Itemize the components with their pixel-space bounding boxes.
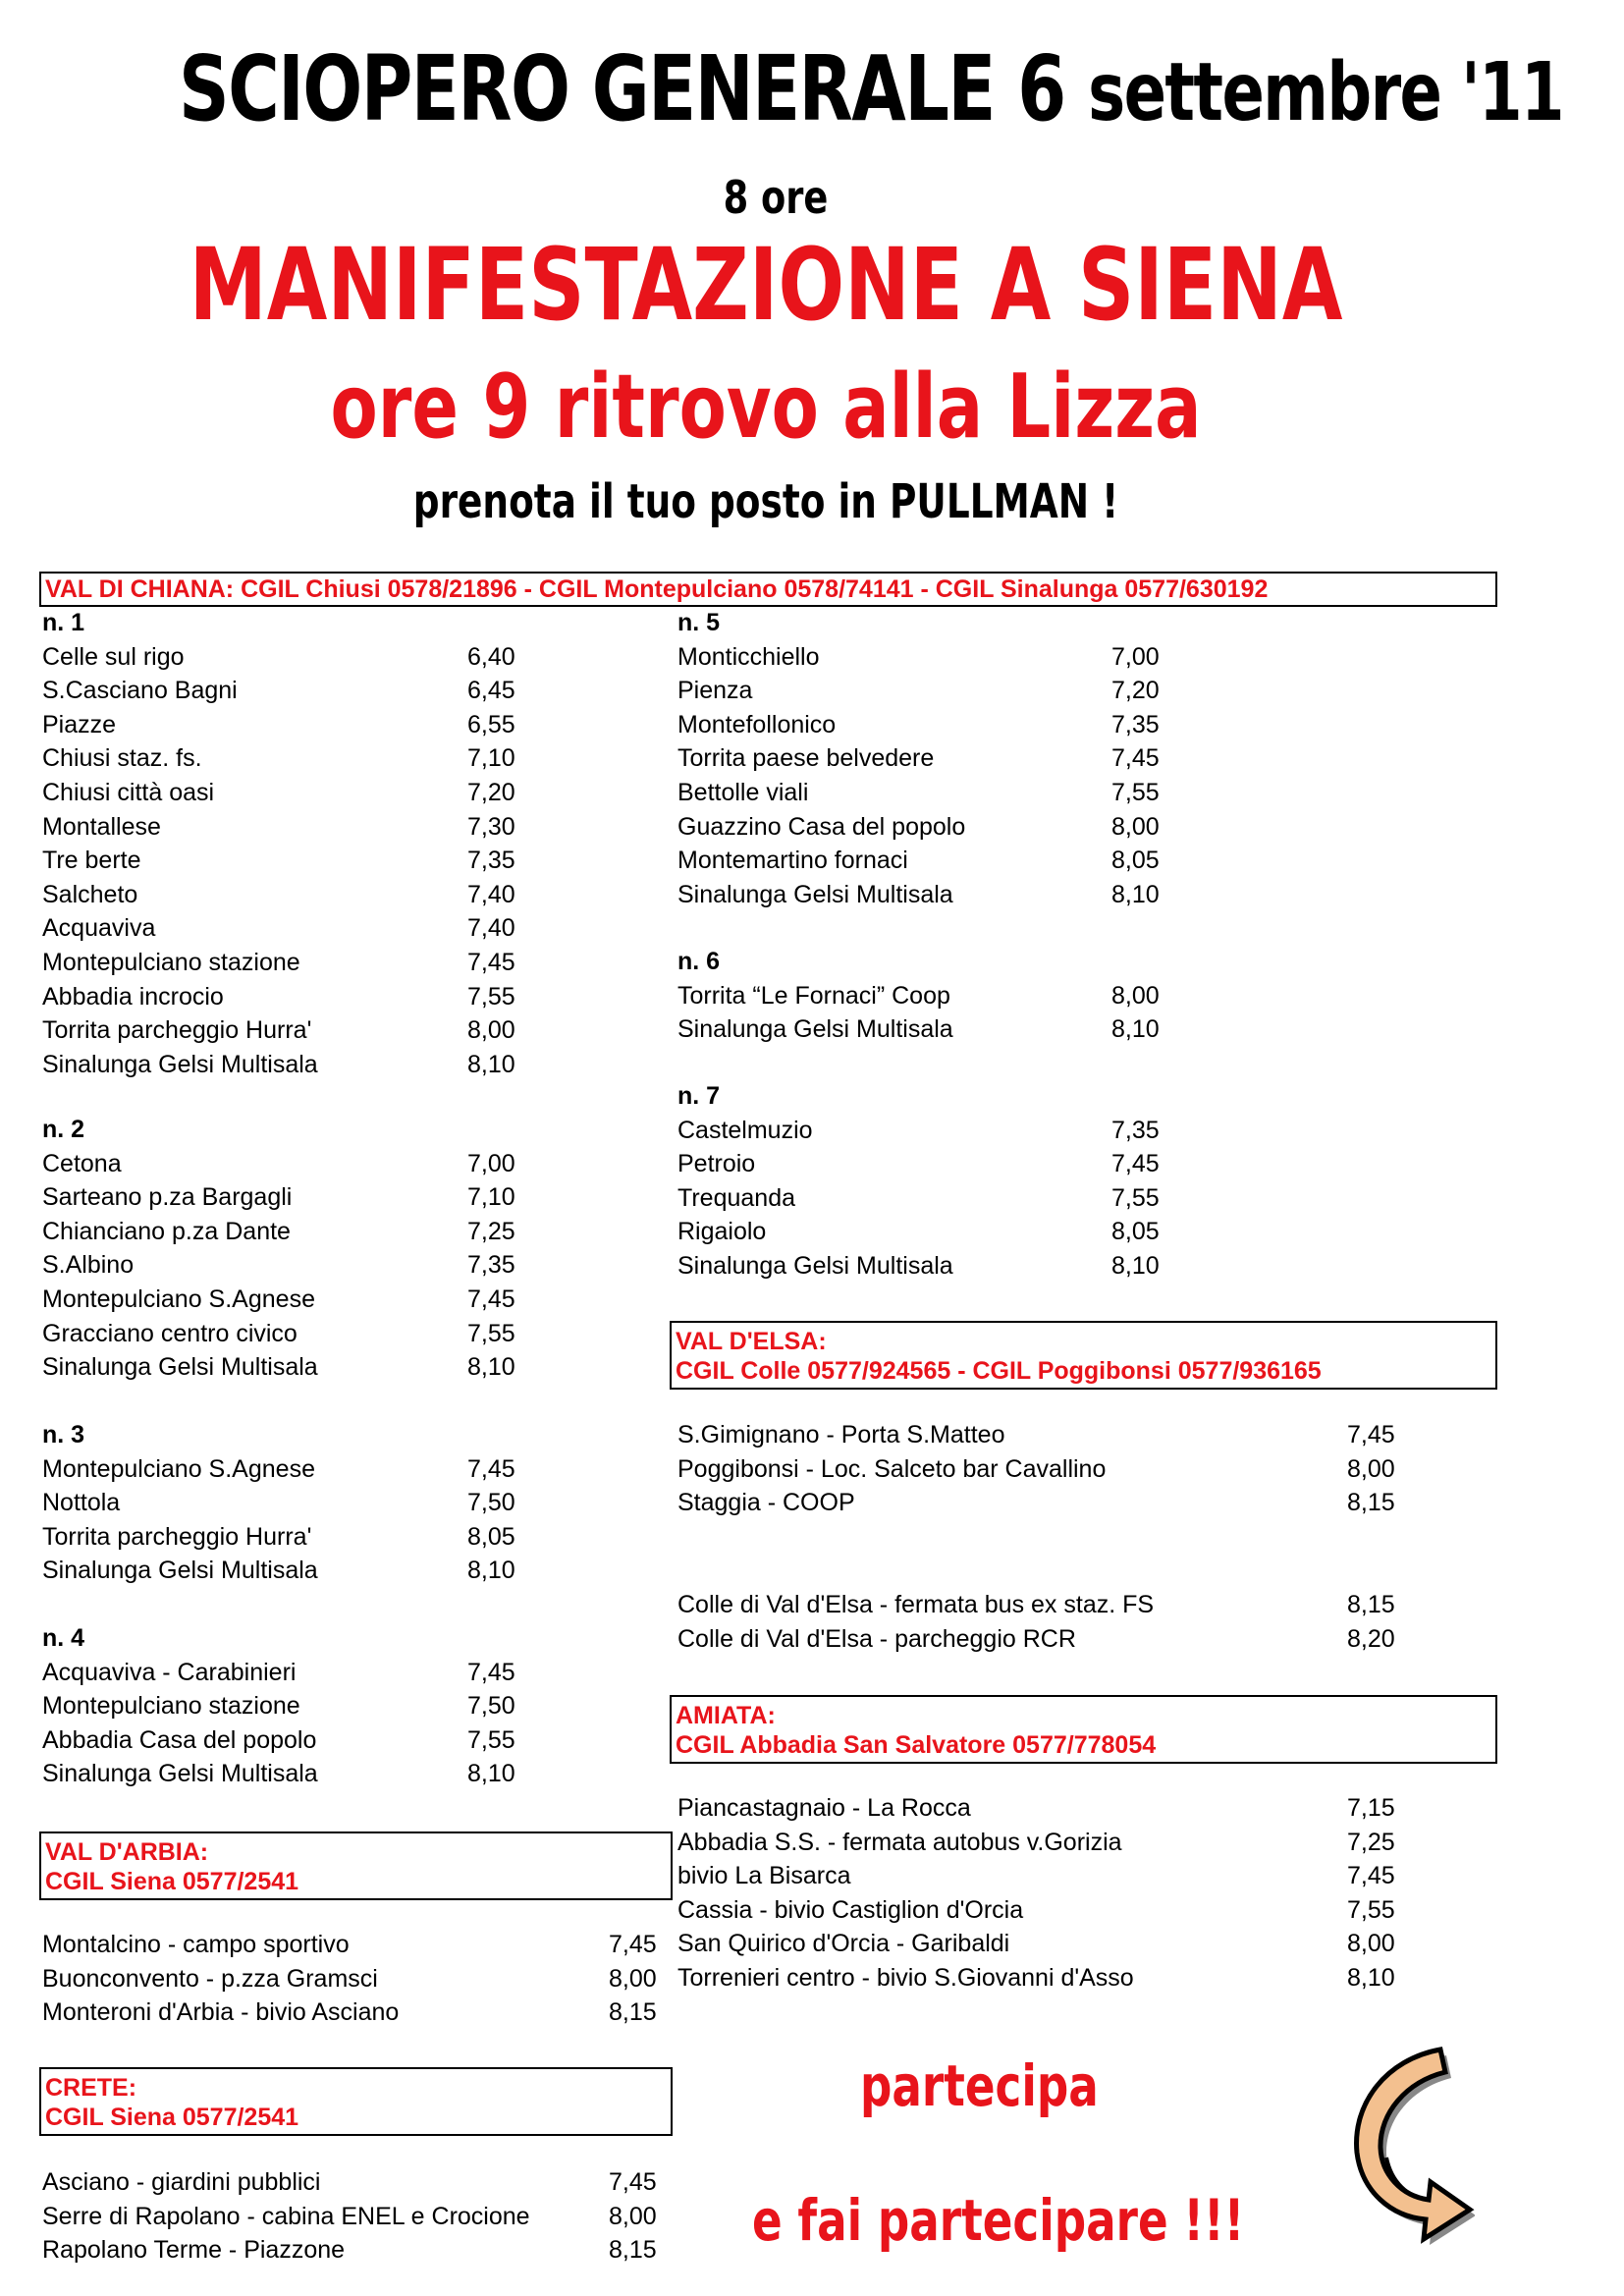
stop-time: 7,10 — [467, 1183, 515, 1212]
box-line: CGIL Siena 0577/2541 — [45, 1868, 299, 1895]
stop-name: San Quirico d'Orcia - Garibaldi — [677, 1930, 1010, 1958]
stop-name: Chianciano p.za Dante — [42, 1217, 291, 1245]
stop-name: Rigaiolo — [677, 1218, 767, 1246]
stop-time: 7,45 — [467, 1454, 515, 1483]
meeting-heading: ore 9 ritrovo alla Lizza — [330, 355, 1202, 459]
stop-time: 8,15 — [609, 2236, 657, 2265]
stop-name: Montallese — [42, 812, 161, 841]
stop-name: Chiusi città oasi — [42, 779, 215, 806]
stop-name: Torrenieri centro - bivio S.Giovanni d'Asso — [677, 1964, 1134, 1992]
route-label: n. 3 — [42, 1421, 85, 1449]
stop-name: Petroio — [677, 1150, 756, 1178]
stop-time: 7,20 — [467, 779, 515, 806]
stop-name: Rapolano Terme - Piazzone — [42, 2236, 346, 2265]
stop-name: Montemartino fornaci — [677, 847, 908, 875]
route-label: n. 2 — [42, 1116, 85, 1143]
strike-hours: 8 ore — [723, 171, 829, 224]
slogan-fai-partecipare: e fai partecipare !!! — [752, 2187, 1245, 2254]
stop-time: 7,20 — [1111, 677, 1160, 705]
route-label: n. 1 — [42, 609, 85, 636]
stop-name: Montepulciano stazione — [42, 949, 300, 976]
stop-time: 7,40 — [467, 914, 515, 943]
stop-name: Serre di Rapolano - cabina ENEL e Crocione — [42, 2202, 530, 2230]
stop-time: 8,10 — [467, 1353, 515, 1382]
stop-name: Abbadia S.S. - fermata autobus v.Gorizia — [677, 1828, 1122, 1856]
stop-name: Trequanda — [677, 1183, 795, 1212]
box-line: CGIL Siena 0577/2541 — [45, 2104, 299, 2131]
stop-time: 8,10 — [467, 1050, 515, 1078]
stop-name: Salcheto — [42, 880, 138, 908]
stop-name: Monteroni d'Arbia - bivio Asciano — [42, 1998, 400, 2027]
stop-time: 8,05 — [1111, 1218, 1160, 1246]
stop-time: 7,45 — [1111, 1150, 1160, 1178]
stop-name: Sinalunga Gelsi Multisala — [42, 1050, 318, 1078]
stop-name: Montefollonico — [677, 710, 837, 738]
stop-time: 7,35 — [1111, 710, 1160, 738]
stop-time: 6,40 — [467, 642, 515, 671]
stop-name: Abbadia Casa del popolo — [42, 1725, 317, 1754]
stop-time: 7,55 — [1111, 779, 1160, 806]
cgil-arrow-logo-icon — [1347, 2045, 1475, 2251]
stop-time: 7,55 — [1111, 1183, 1160, 1212]
stop-name: Chiusi staz. fs. — [42, 744, 202, 773]
stop-name: Sinalunga Gelsi Multisala — [677, 880, 953, 908]
stop-name: Piazze — [42, 710, 117, 738]
stop-name: Piancastagnaio - La Rocca — [677, 1794, 971, 1822]
stop-name: Sarteano p.za Bargagli — [42, 1183, 293, 1212]
stop-time: 8,00 — [609, 2202, 657, 2230]
stop-time: 8,10 — [467, 1760, 515, 1788]
stop-name: Cassia - bivio Castiglion d'Orcia — [677, 1895, 1024, 1924]
stop-name: S.Gimignano - Porta S.Matteo — [677, 1421, 1005, 1449]
stop-name: Bettolle viali — [677, 779, 809, 806]
stop-time: 7,40 — [467, 880, 515, 908]
stop-time: 7,00 — [1111, 642, 1160, 671]
stop-name: Abbadia incrocio — [42, 982, 224, 1011]
stop-name: Torrita parcheggio Hurra' — [42, 1016, 312, 1045]
stop-name: Acquaviva — [42, 914, 156, 943]
stop-name: Asciano - giardini pubblici — [42, 2168, 321, 2196]
box-amiata — [670, 1695, 1497, 1764]
stop-time: 7,15 — [1347, 1794, 1395, 1822]
stop-name: Montalcino - campo sportivo — [42, 1931, 350, 1958]
stop-time: 8,10 — [467, 1557, 515, 1585]
stop-time: 6,45 — [467, 677, 515, 705]
box-valdarbia — [39, 1831, 673, 1900]
stop-time: 7,45 — [1347, 1421, 1395, 1449]
stop-time: 8,00 — [1111, 812, 1160, 841]
stop-time: 7,25 — [467, 1217, 515, 1245]
stop-name: Torrita “Le Fornaci” Coop — [677, 981, 950, 1010]
stop-name: Celle sul rigo — [42, 642, 185, 671]
route-label: n. 5 — [677, 609, 721, 636]
stop-time: 8,15 — [609, 1998, 657, 2027]
stop-time: 7,10 — [467, 744, 515, 773]
box-line: CGIL Colle 0577/924565 - CGIL Poggibonsi 0577/936165 — [676, 1357, 1322, 1385]
stop-time: 8,15 — [1347, 1591, 1395, 1618]
stop-name: Nottola — [42, 1489, 121, 1517]
stop-time: 8,00 — [609, 1964, 657, 1993]
stop-time: 7,45 — [609, 2168, 657, 2196]
route-label: n. 4 — [42, 1624, 85, 1652]
stop-name: Colle di Val d'Elsa - fermata bus ex staz. FS — [677, 1591, 1155, 1618]
stop-name: Staggia - COOP — [677, 1489, 855, 1517]
box-line: CRETE: — [45, 2074, 137, 2102]
booking-line: prenota il tuo posto in PULLMAN ! — [412, 474, 1119, 529]
box-valdelsa — [670, 1321, 1497, 1390]
stop-time: 8,00 — [1347, 1454, 1395, 1483]
page-title — [178, 36, 1563, 141]
stop-name: S.Casciano Bagni — [42, 677, 238, 705]
stop-time: 8,10 — [1111, 1252, 1160, 1280]
stop-time: 7,45 — [1111, 744, 1160, 773]
stop-name: Pienza — [677, 677, 753, 705]
box-line: VAL D'ARBIA: — [45, 1838, 209, 1866]
stop-time: 7,55 — [1347, 1895, 1395, 1924]
box-line: AMIATA: — [676, 1702, 776, 1729]
stop-time: 8,00 — [1111, 981, 1160, 1010]
stop-time: 7,45 — [467, 1285, 515, 1313]
title-main: SCIOPERO GENERALE 6 — [178, 36, 1089, 141]
stop-time: 7,45 — [467, 1658, 515, 1686]
manifestation-heading: MANIFESTAZIONE A SIENA — [189, 227, 1343, 344]
stop-time: 7,45 — [467, 949, 515, 976]
box-line: VAL D'ELSA: — [676, 1328, 827, 1355]
route-label: n. 7 — [677, 1082, 721, 1110]
stop-time: 8,15 — [1347, 1489, 1395, 1517]
stop-time: 8,00 — [1347, 1930, 1395, 1958]
stop-time: 7,30 — [467, 812, 515, 841]
stop-name: Tre berte — [42, 847, 141, 875]
stop-time: 7,55 — [467, 982, 515, 1011]
stop-name: S.Albino — [42, 1251, 135, 1280]
stop-name: Montepulciano S.Agnese — [42, 1285, 315, 1313]
stop-time: 8,20 — [1347, 1624, 1395, 1653]
stop-name: Torrita parcheggio Hurra' — [42, 1522, 312, 1551]
stop-time: 7,50 — [467, 1692, 515, 1721]
stop-time: 7,55 — [467, 1725, 515, 1754]
stop-name: Castelmuzio — [677, 1116, 813, 1144]
stop-name: Montepulciano S.Agnese — [42, 1454, 315, 1483]
stop-name: Sinalunga Gelsi Multisala — [42, 1557, 318, 1585]
stop-time: 8,05 — [1111, 847, 1160, 875]
box-line: VAL DI CHIANA: CGIL Chiusi 0578/21896 - CGIL Montepulciano 0578/74141 - CGIL Sinalunga 0577/630192 — [45, 575, 1269, 603]
box-line: CGIL Abbadia San Salvatore 0577/778054 — [676, 1731, 1157, 1759]
stop-name: bivio La Bisarca — [677, 1862, 851, 1890]
stop-name: Guazzino Casa del popolo — [677, 812, 966, 841]
stop-time: 7,35 — [467, 847, 515, 875]
stop-time: 7,35 — [467, 1251, 515, 1280]
stop-name: Sinalunga Gelsi Multisala — [42, 1353, 318, 1382]
stop-name: Gracciano centro civico — [42, 1319, 298, 1347]
stop-time: 7,50 — [467, 1489, 515, 1517]
stop-name: Cetona — [42, 1149, 122, 1177]
stop-time: 7,55 — [467, 1319, 515, 1347]
stop-name: Sinalunga Gelsi Multisala — [677, 1252, 953, 1280]
stop-name: Monticchiello — [677, 642, 820, 671]
stop-time: 8,10 — [1111, 1015, 1160, 1044]
stop-time: 8,10 — [1347, 1964, 1395, 1992]
stop-time: 7,35 — [1111, 1116, 1160, 1144]
stop-time: 8,05 — [467, 1522, 515, 1551]
stop-time: 8,10 — [1111, 880, 1160, 908]
box-crete — [39, 2067, 673, 2136]
stop-name: Colle di Val d'Elsa - parcheggio RCR — [677, 1624, 1076, 1653]
stop-name: Torrita paese belvedere — [677, 744, 935, 773]
stop-time: 7,00 — [467, 1149, 515, 1177]
stop-name: Montepulciano stazione — [42, 1692, 300, 1721]
stop-time: 7,25 — [1347, 1828, 1395, 1856]
stop-time: 8,00 — [467, 1016, 515, 1045]
stop-time: 7,45 — [609, 1931, 657, 1958]
route-label: n. 6 — [677, 948, 721, 975]
stop-name: Poggibonsi - Loc. Salceto bar Cavallino — [677, 1454, 1107, 1483]
stop-name: Acquaviva - Carabinieri — [42, 1658, 297, 1686]
stop-name: Sinalunga Gelsi Multisala — [677, 1015, 953, 1044]
stop-name: Sinalunga Gelsi Multisala — [42, 1760, 318, 1788]
stop-name: Buonconvento - p.zza Gramsci — [42, 1964, 378, 1993]
slogan-partecipa: partecipa — [860, 2052, 1099, 2119]
box-valdichiana — [39, 572, 1497, 607]
title-date: settembre '11 — [1088, 46, 1563, 139]
stop-time: 6,55 — [467, 710, 515, 738]
stop-time: 7,45 — [1347, 1862, 1395, 1890]
